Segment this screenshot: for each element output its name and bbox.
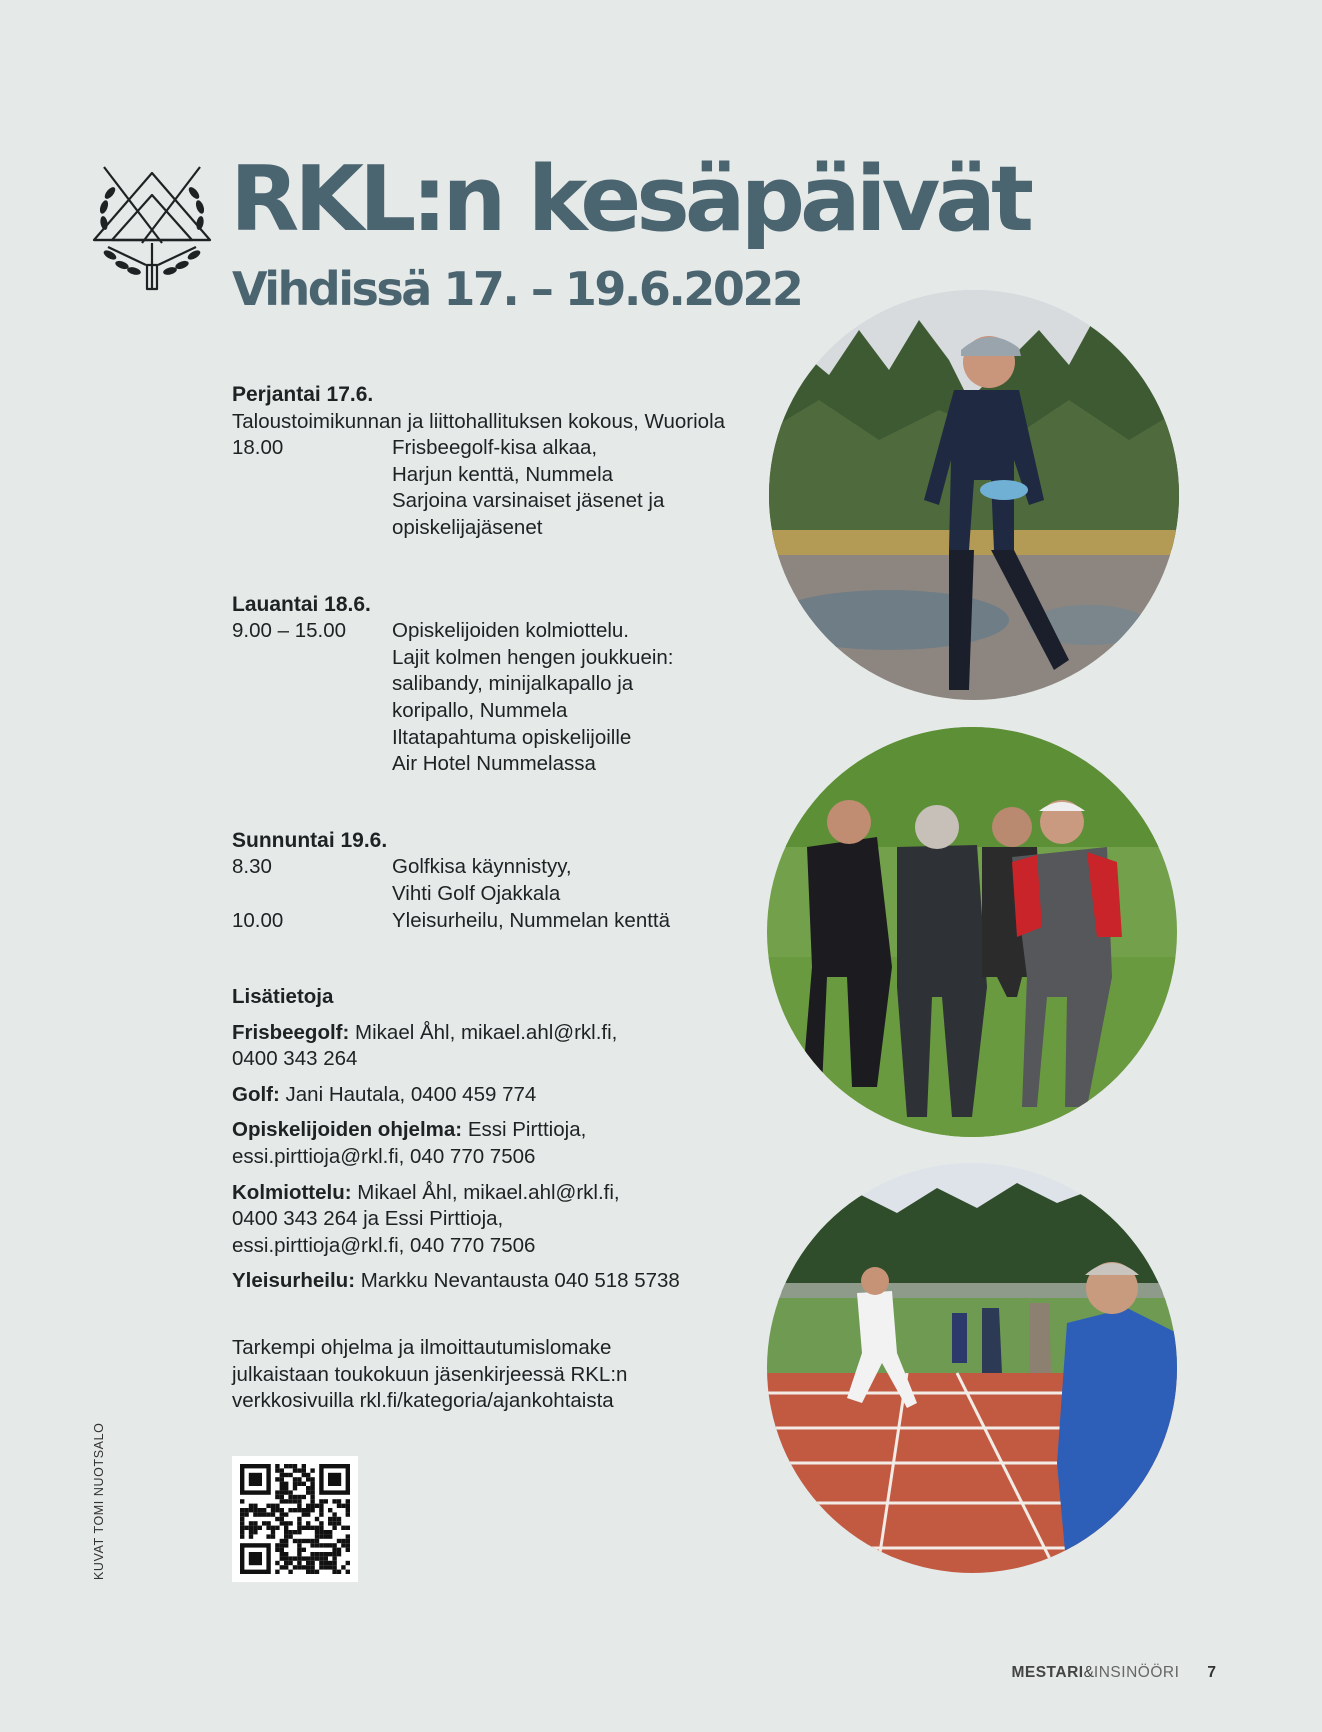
schedule-line: Air Hotel Nummelassa (392, 752, 596, 776)
schedule-line: Vihti Golf Ojakkala (392, 881, 561, 905)
magazine-brand: MESTARI (1011, 1664, 1084, 1681)
day-friday (232, 382, 732, 542)
schedule-line: opiskelijajäsenet (392, 515, 543, 539)
contact-label: Kolmiottelu: (232, 1180, 352, 1204)
schedule-row (232, 908, 732, 935)
page-number: 7 (1207, 1664, 1216, 1681)
schedule-line: Sarjoina varsinaiset jäsenet ja (392, 489, 665, 513)
schedule-desc (392, 908, 732, 935)
photo-frisbeegolf (769, 290, 1179, 700)
contact-line: Essi Pirttioja, (467, 1118, 587, 1142)
contact-item (232, 1082, 732, 1109)
schedule-time: 18.00 (232, 436, 284, 460)
magazine-subname: INSINÖÖRI (1093, 1664, 1180, 1681)
note-line: julkaistaan toukokuun jäsenkirjeessä RKL:n (232, 1362, 628, 1386)
schedule-line: salibandy, minijalkapallo ja (392, 672, 634, 696)
schedule-row (232, 854, 732, 907)
note-line: verkkosivuilla rkl.fi/kategoria/ajankohtaista (232, 1389, 614, 1413)
contact-line: 0400 343 264 (232, 1047, 358, 1071)
contact-label: Opiskelijoiden ohjelma: (232, 1118, 463, 1142)
qr-code-icon[interactable] (232, 1456, 358, 1582)
day-saturday (232, 592, 732, 778)
schedule-line: Harjun kenttä, Nummela (392, 462, 614, 486)
day-heading: Lauantai 18.6. (232, 592, 371, 616)
schedule-time: 9.00 – 15.00 (232, 619, 346, 643)
day-lead: Taloustoimikunnan ja liittohallituksen kokous, Wuoriola (232, 409, 726, 433)
contact-item (232, 1180, 732, 1260)
contact-line: Mikael Åhl, mikael.ahl@rkl.fi, (355, 1020, 618, 1044)
schedule-line: Frisbeegolf-kisa alkaa, (392, 436, 598, 460)
schedule-line: Opiskelijoiden kolmiottelu. (392, 619, 630, 643)
page-footer (1011, 1664, 1216, 1682)
contact-label: Yleisurheilu: (232, 1269, 356, 1293)
rkl-emblem-icon (90, 165, 214, 295)
schedule-row (232, 618, 732, 778)
contact-line: 0400 343 264 ja Essi Pirttioja, (232, 1207, 504, 1231)
schedule-line: Iltatapahtuma opiskelijoille (392, 725, 632, 749)
contact-line: essi.pirttioja@rkl.fi, 040 770 7506 (232, 1145, 536, 1169)
contact-item (232, 1268, 732, 1295)
schedule-row (232, 435, 732, 541)
schedule-line: Golfkisa käynnistyy, (392, 855, 572, 879)
contact-label: Golf: (232, 1082, 280, 1106)
schedule-line: Yleisurheilu, Nummelan kenttä (392, 908, 671, 932)
day-heading: Perjantai 17.6. (232, 383, 374, 406)
schedule-time: 8.30 (232, 855, 272, 879)
day-sunday (232, 828, 732, 934)
magazine-amp: & (1083, 1664, 1094, 1681)
contact-item (232, 1020, 732, 1073)
contact-label: Frisbeegolf: (232, 1020, 350, 1044)
day-heading: Sunnuntai 19.6. (232, 828, 388, 852)
contact-line: Jani Hautala, 0400 459 774 (285, 1082, 537, 1106)
program-column (232, 382, 732, 1415)
schedule-desc (392, 435, 732, 541)
contact-item (232, 1117, 732, 1170)
info-section (232, 984, 732, 1415)
contact-line: Markku Nevantausta 040 518 5738 (360, 1269, 680, 1293)
schedule-desc (392, 854, 732, 907)
photo-athletics (767, 1163, 1177, 1573)
registration-note (232, 1335, 732, 1415)
schedule-line: koripallo, Nummela (392, 698, 568, 722)
page-title: RKL:n kesäpäivät (230, 147, 1029, 252)
contact-line: essi.pirttioja@rkl.fi, 040 770 7506 (232, 1233, 536, 1257)
info-heading: Lisätietoja (232, 985, 334, 1009)
contact-line: Mikael Åhl, mikael.ahl@rkl.fi, (357, 1180, 620, 1204)
photo-credit: KUVAT TOMI NUOTSALO (92, 1422, 106, 1580)
page-subtitle: Vihdissä 17. – 19.6.2022 (232, 262, 802, 316)
schedule-time: 10.00 (232, 908, 284, 932)
schedule-desc (392, 618, 732, 778)
photo-golf (767, 727, 1177, 1137)
note-line: Tarkempi ohjelma ja ilmoittautumislomake (232, 1336, 612, 1360)
schedule-line: Lajit kolmen hengen joukkuein: (392, 645, 674, 669)
